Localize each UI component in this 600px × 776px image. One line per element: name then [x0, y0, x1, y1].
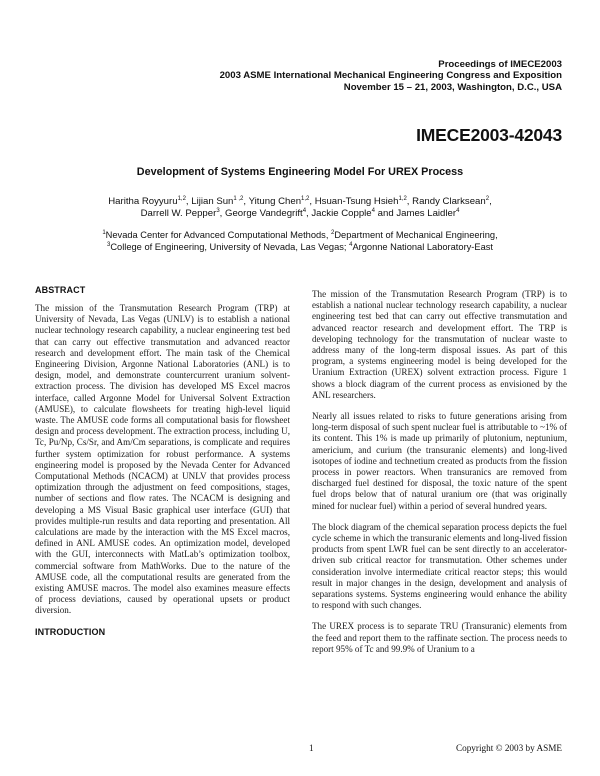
affiliation-line-2	[0, 241, 600, 253]
author-separator: ,	[489, 196, 492, 207]
author-line-2	[0, 208, 600, 220]
author-separator: and	[374, 208, 397, 219]
author-separator: ,	[406, 196, 413, 207]
affiliation-mark: 2	[331, 230, 335, 236]
abstract-text: The mission of the Transmutation Research Program (TRP) at University of Nevada, Las Vegas (UNLV) is to establish a national nuclear technology research capability, a nuclear engineering test bed that can carry out effective transmutation and advanced reactor research and development effort. The main task of the Chemical Engineering Division, Argonne National Laboratories (ANL) is to design, model, and demonstrate countercurrent uranium solvent-extraction process. The division has developed MS Excel macros interface, called Argonne Model for Universal Solvent Extraction (AMUSE), to calculate flowsheets for treating high-level liquid waste. The AMUSE code forms all computational basis for flowsheet design and process development. The extraction process, including U, Tc, Pu/Np, Cs/Sr, and Am/Cm separations, is complicate and requires further system optimization for robust performance. A systems engineering model is proposed by the Nevada Center for Advanced Computational Methods (NCACM) at UNLV that provides process optimization through the adjustment on feed compositions, stages, number of sections and flow rates. The NCACM is designing and developing a MS Visual Basic graphical user interface (GUI) that provides multiple-run results and data reporting and presentation. All calculations are made by the interaction with the MS Excel macros, defined in ANL AMUSE codes. An optimization model, developed with the GUI, interconnects with MatLab’s optimization toolbox, commercial software from MathWorks. Due to the nature of the AMUSE code, all the computational results are generated from the existing AMUSE macros. The model also examines measure effects of process deviations, caused by operational upsets or product diversion.	[35, 303, 290, 616]
proceedings-line-3: November 15 – 21, 2003, Washington, D.C., USA	[343, 81, 562, 93]
proceedings-line-1: Proceedings of IMECE2003	[438, 59, 562, 70]
author-separator: ,	[309, 196, 315, 207]
body-paragraph: The UREX process is to separate TRU (Transuranic) elements from the feed and report them to the raffinate section. The process needs to report 95% of Tc and 99.9% of Uranium to a	[312, 621, 567, 654]
affiliation-mark: 1	[102, 230, 106, 236]
copyright-notice: Copyright © 2003 by ASME	[455, 743, 562, 753]
author-separator: ,	[243, 196, 249, 207]
author-name: James Laidler	[396, 208, 457, 219]
abstract-heading: ABSTRACT	[35, 285, 86, 295]
affiliation-text: College of Engineering, University of Nevada, Las Vegas;	[110, 242, 350, 252]
author-name: Darrell W. Pepper	[140, 208, 217, 219]
affiliation-line-1	[0, 229, 600, 241]
author-affiliation-mark: 1,2	[301, 196, 310, 202]
author-name: Jackie Copple	[311, 208, 372, 219]
body-paragraph: The block diagram of the chemical separation process depicts the fuel cycle scheme in which the transuranic elements and long-lived fission products from spent LWR fuel can be sent directly to an accelerator-driven sub critical reactor for transmutation. Other schemes under consideration involve intermediate critical reactor steps; this would result in major changes in the design, development and analysis of separations systems. Systems engineering would enhance the ability to respond with such changes.	[312, 521, 567, 611]
author-separator: ,	[306, 208, 312, 219]
author-name: Yitung Chen	[248, 196, 302, 207]
author-name: George Vandegrift	[225, 208, 303, 219]
author-affiliation-mark: 1,2	[177, 196, 186, 202]
affiliation-text: Nevada Center for Advanced Computational Methods,	[105, 230, 331, 240]
proceedings-line-2: 2003 ASME International Mechanical Engineering Congress and Exposition	[219, 70, 562, 82]
right-column	[312, 289, 567, 665]
author-line-1	[0, 196, 600, 208]
author-affiliation-mark: 3	[216, 208, 220, 214]
author-separator: ,	[185, 196, 192, 207]
paper-id: IMECE2003-42043	[416, 125, 562, 145]
author-affiliation-mark: 4	[302, 208, 307, 214]
author-affiliation-mark: 4	[456, 208, 460, 214]
left-column	[35, 285, 290, 645]
paper-title: Development of Systems Engineering Model For UREX Process	[136, 166, 464, 178]
author-name: Haritha Royyuru	[108, 196, 178, 207]
author-name: Hsuan-Tsung Hsieh	[314, 196, 399, 207]
body-paragraph: Nearly all issues related to risks to future generations arising from long-term disposal of such spent nuclear fuel is attributable to ~1% of its content. This 1% is made up primarily of plutonium, neptunium, americium, and curium (the transuranic elements) and long-lived isotopes of iodine and technetium created as products from the fission process in power reactors. When transuranics are removed from discharged fuel destined for disposal, the toxic nature of the spent fuel drops below that of natural uranium ore (that was originally mined for nuclear fuel) within a period of several hundred years.	[312, 411, 567, 511]
author-separator: ,	[219, 208, 225, 219]
author-affiliation-mark: 2	[485, 196, 490, 202]
affiliation-text: Department of Mechanical Engineering,	[334, 230, 498, 240]
page-number: 1	[309, 743, 314, 753]
affiliation-mark: 3	[106, 242, 111, 248]
author-name: Lijian Sun	[191, 196, 234, 207]
author-affiliation-mark: 4	[371, 208, 375, 214]
author-affiliation-mark: 1,2	[398, 196, 407, 202]
author-name: Randy Clarksean	[412, 196, 486, 207]
affiliation-text: Argonne National Laboratory-East	[352, 242, 494, 252]
proceedings-header	[220, 59, 562, 93]
body-paragraph: The mission of the Transmutation Research Program (TRP) is to establish a national nuclear technology research capability, a nuclear engineering test bed that can carry out effective transmutation and advanced reactor research and development effort. The TRP is developing technology for the transmutation of nuclear waste to address many of the long-term disposal issues. As part of this program, a systems engineering model is being developed for the Uranium Extraction (UREX) solvent extraction process. Figure 1 shows a block diagram of the current process as envisioned by the ANL researchers.	[312, 289, 567, 400]
introduction-heading: INTRODUCTION	[35, 626, 106, 637]
affiliation-mark: 4	[349, 242, 353, 248]
author-affiliation-mark: 1 ,2	[233, 196, 244, 202]
